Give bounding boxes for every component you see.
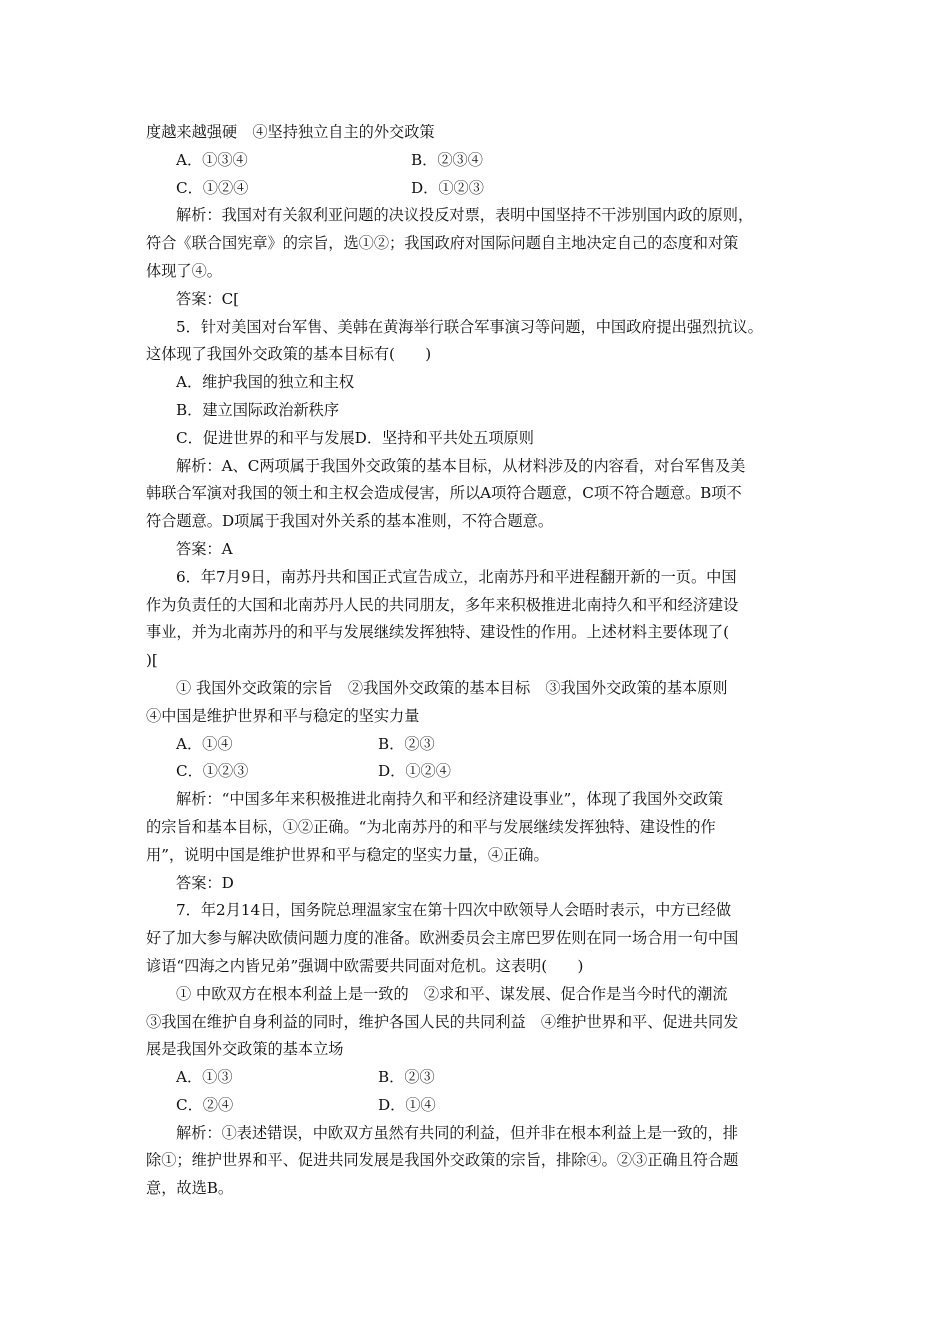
option-row <box>146 1092 818 1120</box>
option-d: D．①④ <box>378 1095 436 1114</box>
question-7-stem: 好了加大参与解决欧债问题力度的准备。欧洲委员会主席巴罗佐则在同一场合用一句中国 <box>146 929 739 948</box>
option-a: A．①③④ <box>176 150 248 169</box>
option-c: C．②④ <box>176 1095 234 1114</box>
analysis-text: 除①；维护世界和平、促进共同发展是我国外交政策的宗旨，排除④。②③正确且符合题 <box>146 1151 739 1170</box>
document-body <box>146 119 818 1203</box>
option-row <box>146 758 818 786</box>
option-row <box>146 1064 818 1092</box>
analysis-text: 解析：“中国多年来积极推进北南持久和平和经济建设事业”，体现了我国外交政策 <box>176 790 724 809</box>
statement-list: ③我国在维护自身利益的同时，维护各国人民的共同利益 ④维护世界和平、促进共同发 <box>146 1012 739 1031</box>
analysis-text: 符合题意。D项属于我国对外关系的基本准则，不符合题意。 <box>146 512 554 531</box>
analysis-text: 符合《联合国宪章》的宗旨，选①②；我国政府对国际问题自主地决定自己的态度和对策 <box>146 234 739 253</box>
option-b: B．建立国际政治新秩序 <box>176 400 340 419</box>
option-c: C．①②④ <box>176 178 249 197</box>
option-a: A．①④ <box>176 734 233 753</box>
question-5-stem: 这体现了我国外交政策的基本目标有( ) <box>146 345 432 364</box>
option-row <box>146 731 818 759</box>
question-6-stem: 6．年7月9日，南苏丹共和国正式宣告成立，北南苏丹和平进程翻开新的一页。中国 <box>176 567 737 586</box>
analysis-text: 用”，说明中国是维护世界和平与稳定的坚实力量，④正确。 <box>146 845 549 864</box>
answer-text: 答案：C[ <box>176 289 240 308</box>
answer-text: 答案：D <box>176 873 234 892</box>
analysis-text: 的宗旨和基本目标，①②正确。“为北南苏丹的和平与发展继续发挥独特、建设性的作 <box>146 817 716 836</box>
option-row <box>146 147 818 175</box>
analysis-text: 韩联合军演对我国的领土和主权会造成侵害，所以A项符合题意，C项不符合题意。B项不 <box>146 484 742 503</box>
option-a: A．维护我国的独立和主权 <box>176 373 355 392</box>
statement-list: 展是我国外交政策的基本立场 <box>146 1040 344 1059</box>
option-d: D．①②④ <box>378 762 451 781</box>
analysis-text: 解析：我国对有关叙利亚问题的决议投反对票，表明中国坚持不干涉别国内政的原则， <box>176 206 754 225</box>
question-7-stem: 7．年2月14日，国务院总理温家宝在第十四次中欧领导人会晤时表示，中方已经做 <box>176 901 732 920</box>
question-6-stem: 作为负责任的大国和北南苏丹人民的共同朋友，多年来积极推进北南持久和平和经济建设 <box>146 595 739 614</box>
text-line: 度越来越强硬 ④坚持独立自主的外交政策 <box>146 123 435 141</box>
analysis-text: 解析：A、C两项属于我国外交政策的基本目标，从材料涉及的内容看，对台军售及美 <box>176 456 746 475</box>
option-b: B．②③ <box>378 1068 435 1087</box>
option-d: D．①②③ <box>411 178 484 197</box>
analysis-text: 解析：①表述错误，中欧双方虽然有共同的利益，但并非在根本利益上是一致的，排 <box>176 1123 738 1142</box>
question-5-stem: 5．针对美国对台军售、美韩在黄海举行联合军事演习等问题，中国政府提出强烈抗议。 <box>176 317 763 336</box>
answer-text: 答案：A <box>176 539 233 558</box>
question-6-stem: )[ <box>146 651 158 670</box>
question-6-stem: 事业，并为北南苏丹的和平与发展继续发挥独特、建设性的作用。上述材料主要体现了( <box>146 623 730 642</box>
option-a: A．①③ <box>176 1068 233 1087</box>
option-c-d: C．促进世界的和平与发展D．坚持和平共处五项原则 <box>176 428 534 447</box>
analysis-text: 体现了④。 <box>146 261 222 280</box>
option-c: C．①②③ <box>176 762 249 781</box>
question-7-stem: 谚语“四海之内皆兄弟”强调中欧需要共同面对危机。这表明( ) <box>146 956 584 975</box>
option-b: B．②③④ <box>411 150 483 169</box>
option-row <box>146 175 818 203</box>
analysis-text: 意，故选B。 <box>146 1179 234 1198</box>
statement-list: ① 我国外交政策的宗旨 ②我国外交政策的基本目标 ③我国外交政策的基本原则 <box>176 678 728 697</box>
statement-list: ④中国是维护世界和平与稳定的坚实力量 <box>146 706 420 725</box>
option-b: B．②③ <box>378 734 435 753</box>
statement-list: ① 中欧双方在根本利益上是一致的 ②求和平、谋发展、促合作是当今时代的潮流 <box>176 984 728 1003</box>
